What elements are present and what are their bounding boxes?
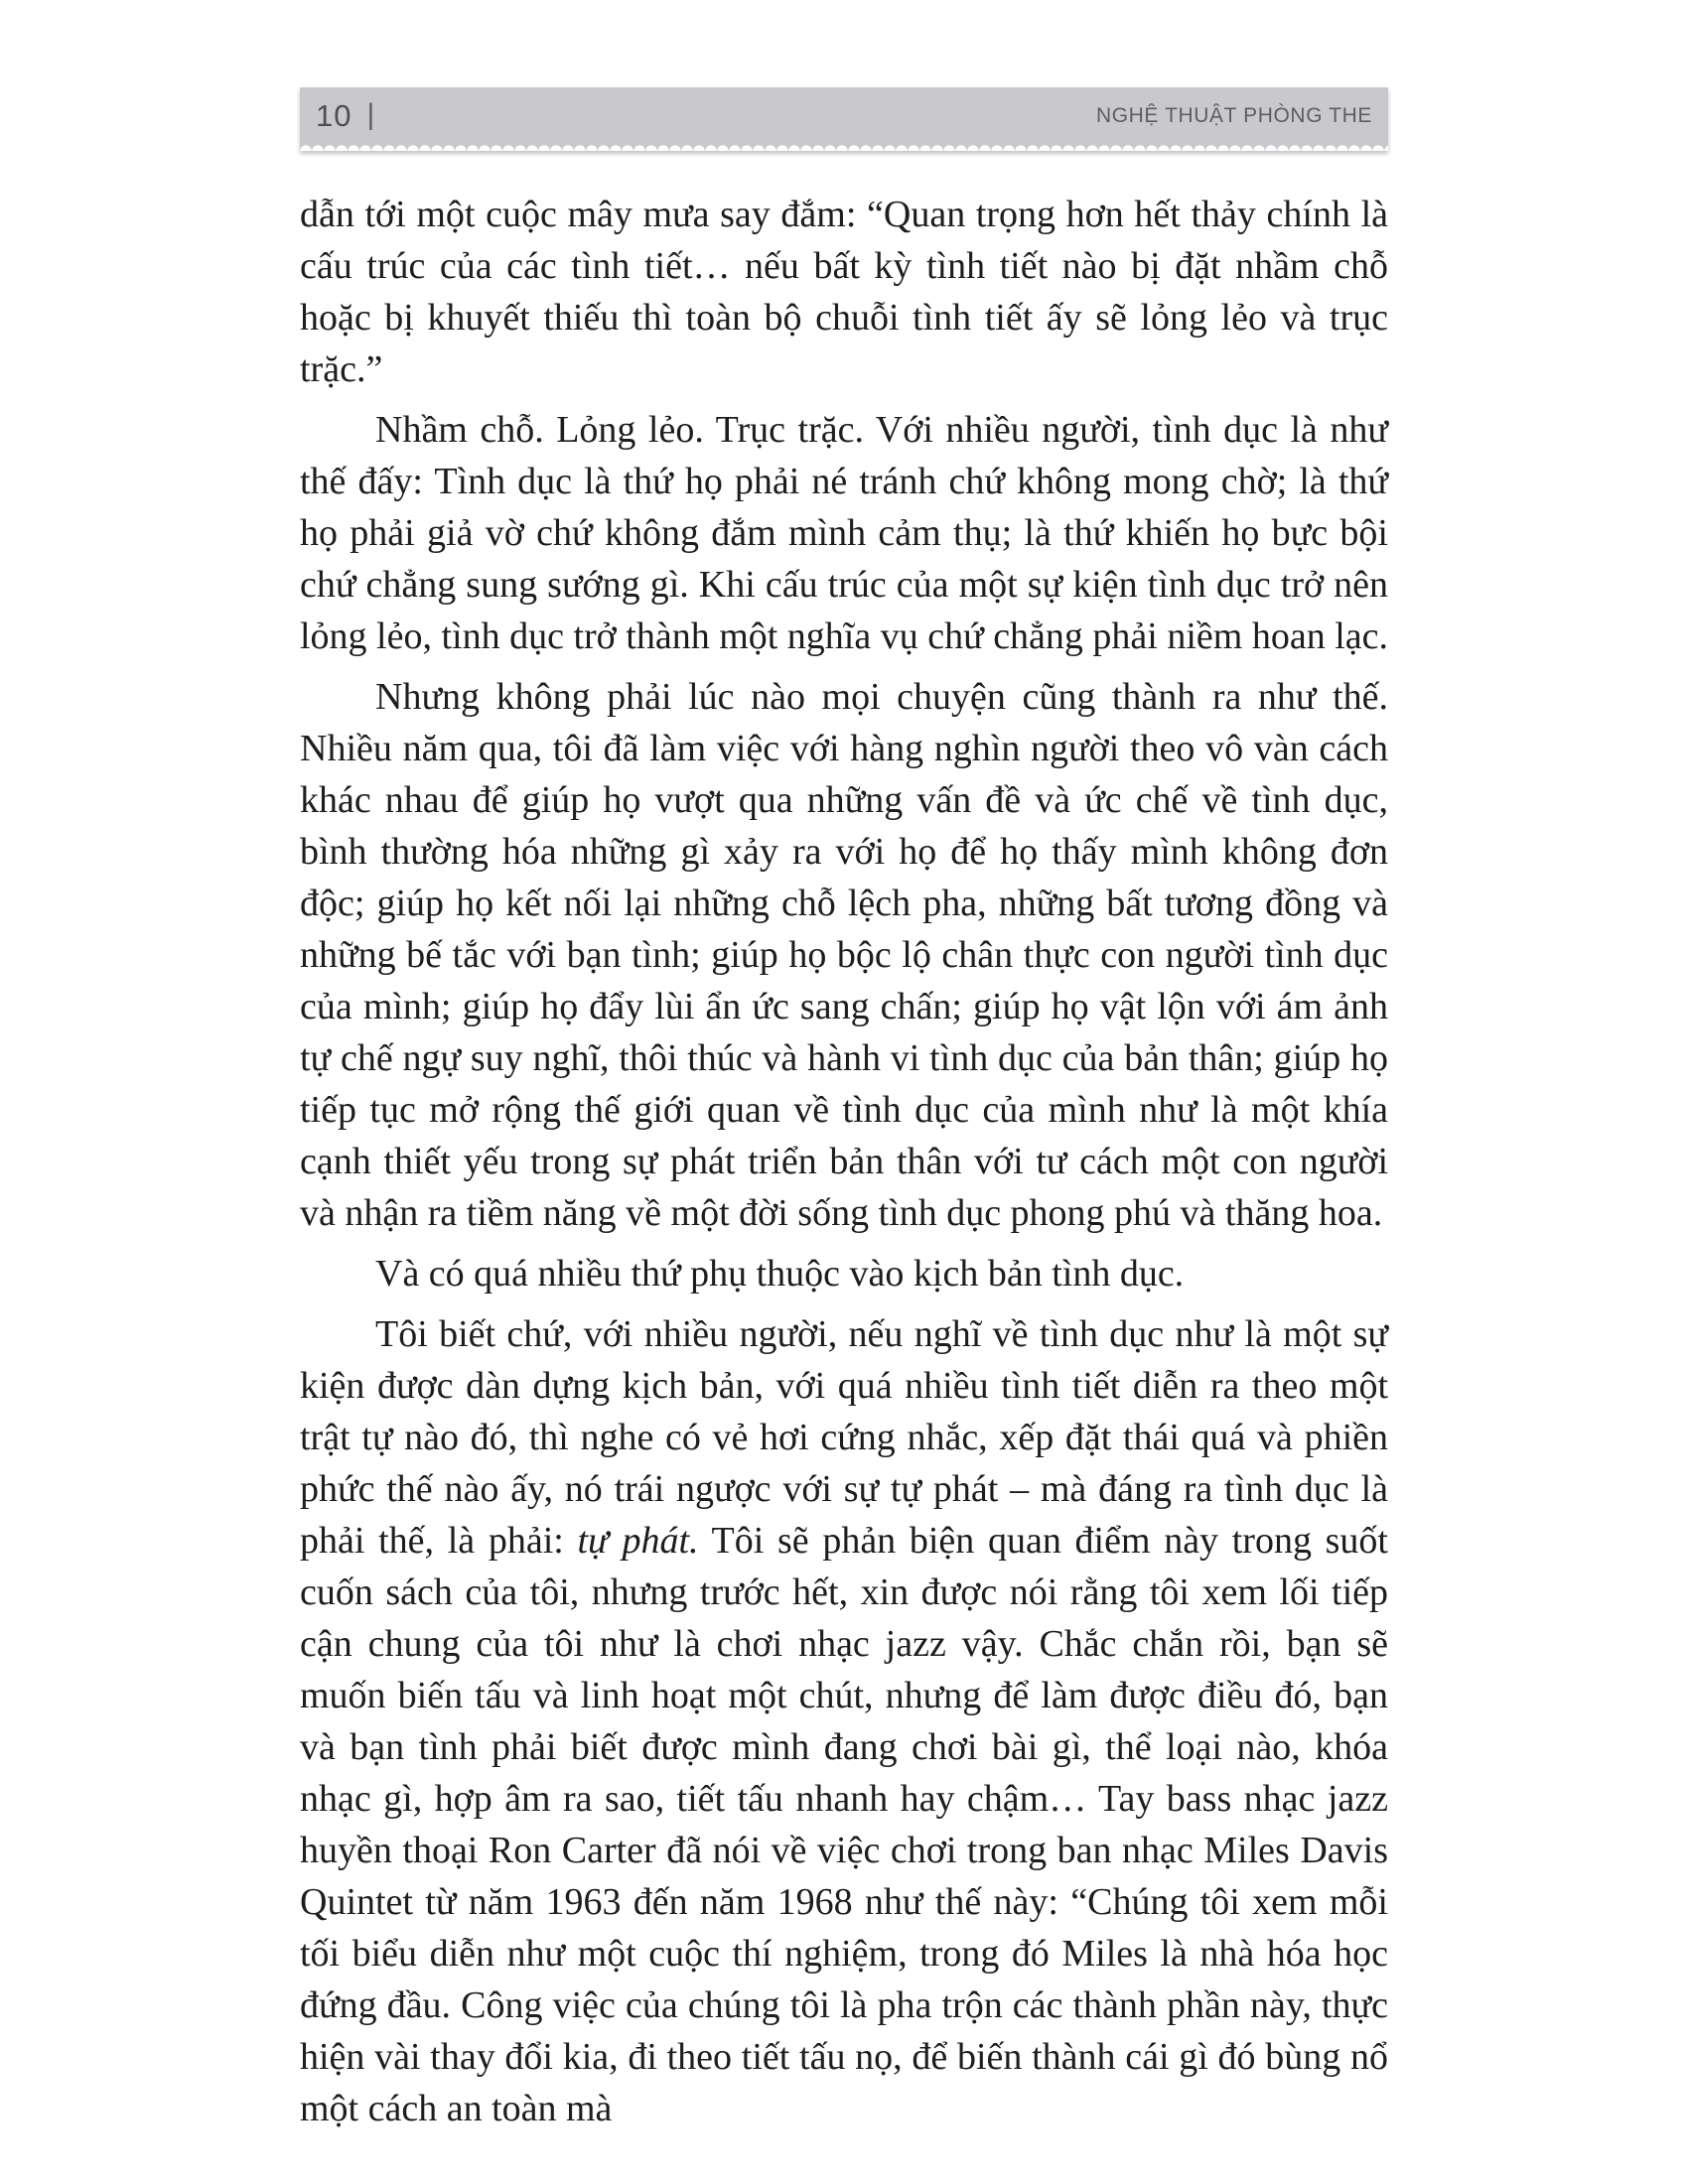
- scallop-edge: [300, 144, 1388, 151]
- paragraph-4: Và có quá nhiều thứ phụ thuộc vào kịch bản tình dục.: [375, 1253, 1185, 1295]
- paragraph-1: dẫn tới một cuộc mây mưa say đắm: “Quan trọng hơn hết thảy chính là cấu trúc của các tình tiết… nếu bất kỳ tình tiết nào bị đặt nhầm chỗ hoặc bị khuyết thiếu thì toàn bộ chuỗi tình tiết ấy sẽ lỏng lẻo và trục trặc.”: [300, 194, 1388, 390]
- paragraph-3: Nhưng không phải lúc nào mọi chuyện cũng thành ra như thế. Nhiều năm qua, tôi đã làm việc với hàng nghìn người theo vô vàn cách khác nhau để giúp họ vượt qua những vấn đề và ức chế về tình dục, bình thường hóa những gì xảy ra với họ để họ thấy mình không đơn độc; giúp họ kết nối lại những chỗ lệch pha, những bất tương đồng và những bế tắc với bạn tình; giúp họ bộc lộ chân thực con người tình dục của mình; giúp họ đẩy lùi ẩn ức sang chấn; giúp họ vật lộn với ám ảnh tự chế ngự suy nghĩ, thôi thúc và hành vi tình dục của bản thân; giúp họ tiếp tục mở rộng thế giới quan về tình dục của mình như là một khía cạnh thiết yếu trong sự phát triển bản thân với tư cách một con người và nhận ra tiềm năng về một đời sống tình dục phong phú và thăng hoa.: [300, 676, 1388, 1234]
- page-header: [300, 87, 1388, 151]
- header-separator: |: [366, 97, 375, 131]
- paragraph-5-italic-run: tự phát.: [577, 1520, 699, 1562]
- running-title: NGHỆ THUẬT PHÒNG THE: [1095, 103, 1372, 127]
- page-header-band: [300, 87, 1388, 144]
- paragraph-5: [300, 1308, 1388, 2134]
- paragraph-2: Nhầm chỗ. Lỏng lẻo. Trục trặc. Với nhiều người, tình dục là như thế đấy: Tình dục là thứ họ phải né tránh chứ không mong chờ; là thứ họ phải giả vờ chứ không đắm mình cảm thụ; là thứ khiến họ bực bội chứ chẳng sung sướng gì. Khi cấu trúc của một sự kiện tình dục trở nên lỏng lẻo, tình dục trở thành một nghĩa vụ chứ chẳng phải niềm hoan lạc.: [300, 409, 1388, 657]
- paragraph-5-text-run: Tôi biết chứ, với nhiều người, nếu nghĩ về tình dục như là một sự kiện được dàn dựng kịch bản, với quá nhiều tình tiết diễn ra theo một trật tự nào đó, thì nghe có vẻ hơi cứng nhắc, xếp đặt thái quá và phiền phức thế nào ấy, nó trái ngược với sự tự phát – mà đáng ra tình dục là phải thế, là phải:: [300, 1313, 1388, 1562]
- body-text-block: [300, 189, 1388, 2143]
- paragraph-5-text-run: Tôi sẽ phản biện quan điểm này trong suốt cuốn sách của tôi, nhưng trước hết, xin được nói rằng tôi xem lối tiếp cận chung của tôi như là chơi nhạc jazz vậy. Chắc chắn rồi, bạn sẽ muốn biến tấu và linh hoạt một chút, nhưng để làm được điều đó, bạn và bạn tình phải biết được mình đang chơi bài gì, thể loại nào, khóa nhạc gì, hợp âm ra sao, tiết tấu nhanh hay chậm… Tay bass nhạc jazz huyền thoại Ron Carter đã nói về việc chơi trong ban nhạc Miles Davis Quintet từ năm 1963 đến năm 1968 như thế này: “Chúng tôi xem mỗi tối biểu diễn như một cuộc thí nghiệm, trong đó Miles là nhà hóa học đứng đầu. Công việc của chúng tôi là pha trộn các thành phần này, thực hiện vài thay đổi kia, đi theo tiết tấu nọ, để biến thành cái gì đó bùng nổ một cách an toàn mà: [300, 1520, 1388, 2129]
- page-number-label: 10: [316, 97, 352, 133]
